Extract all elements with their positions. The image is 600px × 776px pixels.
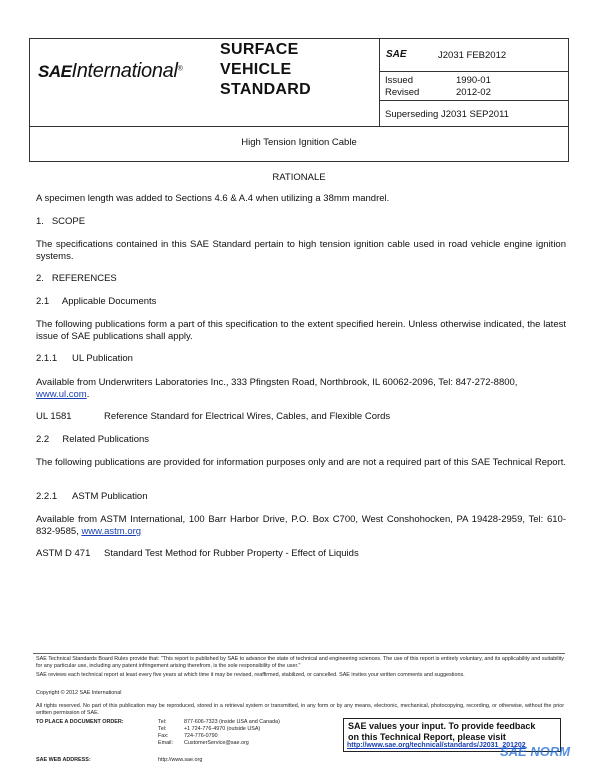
section-2-1-1-heading: UL Publication bbox=[72, 353, 133, 364]
sae-international-logo bbox=[38, 60, 183, 83]
section-2-1-heading: 2.1 Applicable Documents bbox=[36, 296, 157, 307]
revised-value: 2012-02 bbox=[456, 87, 491, 98]
section-2-2-1-heading: ASTM Publication bbox=[72, 491, 148, 502]
header-divider-docnum bbox=[379, 71, 568, 72]
standard-type-line3: STANDARD bbox=[220, 81, 311, 98]
fax-label: Fax: bbox=[158, 733, 169, 739]
standard-type bbox=[220, 40, 311, 100]
document-title: High Tension Ignition Cable bbox=[241, 137, 357, 148]
feedback-line-2: on this Technical Report, please visit bbox=[348, 732, 506, 742]
footer-rules-text: SAE Technical Standards Board Rules provide that: "This report is published by SAE to advance the state of technical and engineering sciences. The use of this report is entirely voluntary, and its applicability and suitability for any particular use, including any patent infringement arising therefrom, is the sole responsibility of the user." bbox=[36, 656, 564, 669]
ul-address: Available from Underwriters Laboratories Inc., 333 Pfingsten Road, Northbrook, IL 60062-2096, Tel: 847-272-8800, bbox=[36, 377, 518, 388]
footer-copyright: Copyright © 2012 SAE International bbox=[36, 690, 122, 696]
web-address-label: SAE WEB ADDRESS: bbox=[36, 757, 91, 763]
astm-d471-description: Standard Test Method for Rubber Property - Effect of Liquids bbox=[104, 548, 359, 559]
email-value[interactable]: CustomerService@sae.org bbox=[184, 740, 249, 746]
section-2-2-text: The following publications are provided for information purposes only and are not a required part of this SAE Technical Report. bbox=[36, 457, 567, 468]
order-contacts bbox=[158, 719, 280, 747]
small-sae-logo: SAE bbox=[386, 49, 407, 60]
footer-rule bbox=[33, 653, 565, 654]
standard-type-line2: VEHICLE bbox=[220, 61, 292, 78]
astm-d471-code: ASTM D 471 bbox=[36, 548, 91, 559]
section-2-2-1-number: 2.2.1 bbox=[36, 491, 58, 502]
header-top-rule bbox=[29, 38, 569, 39]
email-label: Email: bbox=[158, 740, 173, 746]
section-1-heading: 1. SCOPE bbox=[36, 216, 86, 227]
tel2-label: Tel: bbox=[158, 726, 167, 732]
ul-link-period: . bbox=[86, 389, 90, 400]
logo-registered-mark: ® bbox=[177, 65, 183, 73]
ul-1581-code: UL 1581 bbox=[36, 411, 72, 422]
fax-value: 724-776-0790 bbox=[184, 733, 218, 739]
header-bottom-rule bbox=[29, 161, 569, 162]
rationale-text: A specimen length was added to Sections 4.6 & A.4 when utilizing a 38mm mandrel. bbox=[36, 193, 390, 204]
sae-norm-watermark: SAE NORM bbox=[500, 744, 571, 759]
order-label bbox=[36, 719, 124, 726]
order-label-text: TO PLACE A DOCUMENT ORDER: bbox=[36, 719, 124, 725]
header-divider-title bbox=[29, 126, 569, 127]
section-2-1-1-number: 2.1.1 bbox=[36, 353, 58, 364]
section-2-1-text: The following publications form a part of this specification to the extent specified herein. Unless otherwise indicated, the latest issue of SAE publications shall apply. bbox=[36, 319, 566, 342]
web-address-value[interactable]: http://www.sae.org bbox=[158, 757, 203, 763]
logo-sae-mark: SAE bbox=[38, 62, 72, 81]
ul-1581-description: Reference Standard for Electrical Wires, Cables, and Flexible Cords bbox=[104, 411, 391, 422]
feedback-link[interactable]: http://www.sae.org/technical/standards/J2031_201202 bbox=[347, 742, 526, 749]
rationale-heading: RATIONALE bbox=[272, 172, 326, 183]
section-2-heading: 2. REFERENCES bbox=[36, 273, 117, 284]
revised-label: Revised bbox=[385, 87, 420, 98]
tel2-value: +1 724-776-4970 (outside USA) bbox=[184, 726, 261, 732]
feedback-line-1: SAE values your input. To provide feedback bbox=[348, 721, 536, 731]
issued-value: 1990-01 bbox=[456, 75, 491, 86]
section-2-1-1-text bbox=[36, 377, 566, 401]
superseding: Superseding J2031 SEP2011 bbox=[385, 109, 509, 120]
header-divider-dates bbox=[379, 100, 568, 101]
footer-rights-text: All rights reserved. No part of this publication may be reproduced, stored in a retrieval system or transmitted, in any form or by any means, electronic, mechanical, photocopying, recording, or otherwise, without the prior written permission of SAE. bbox=[36, 703, 564, 716]
section-2-2-1-text bbox=[36, 514, 566, 538]
doc-number: J2031 FEB2012 bbox=[438, 50, 507, 61]
ul-link[interactable]: www.ul.com bbox=[36, 389, 87, 400]
astm-address: Available from ASTM International, 100 Barr Harbor Drive, P.O. Box C700, West Conshohocken, PA 19428-2959, Tel: 610-832-9585, bbox=[36, 514, 566, 537]
issued-label: Issued bbox=[385, 75, 413, 86]
standard-type-line1: SURFACE bbox=[220, 41, 299, 58]
logo-international-word: International bbox=[71, 60, 178, 82]
footer-review-text: SAE reviews each technical report at least every five years at which time it may be revised, reaffirmed, stabilized, or cancelled. SAE invites your written comments and suggestions. bbox=[36, 672, 465, 678]
section-2-2-heading: 2.2 Related Publications bbox=[36, 434, 150, 445]
header-divider-vertical bbox=[379, 38, 380, 126]
section-1-text: The specifications contained in this SAE Standard pertain to high tension ignition cable used in road vehicle engine ignition systems. bbox=[36, 239, 566, 262]
tel-label: Tel: bbox=[158, 719, 167, 725]
astm-link[interactable]: www.astm.org bbox=[81, 526, 142, 537]
tel-value: 877-606-7323 (inside USA and Canada) bbox=[184, 719, 280, 725]
